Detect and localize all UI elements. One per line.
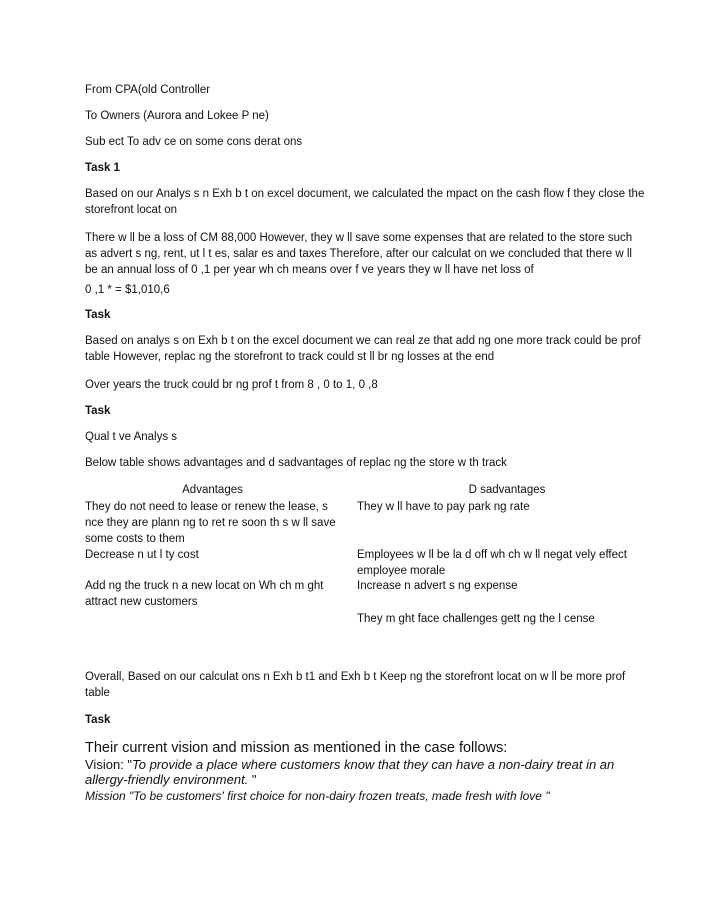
- mission-close: ": [541, 789, 550, 803]
- memo-to: To Owners (Aurora and Lokee P ne): [85, 110, 269, 122]
- disadvantage-item: Employees w ll be la d off wh ch w ll negat vely effect employee morale: [357, 549, 627, 577]
- memo-from: From CPA(old Controller: [85, 84, 211, 96]
- task4-heading: Task: [85, 714, 111, 726]
- vision-text: To provide a place where customers know that they can have a non-dairy treat in an allergy-friendly environment.: [85, 757, 615, 787]
- mission-statement: [85, 789, 645, 804]
- mission-text: To be customers' first choice for non-dairy frozen treats, made fresh with love: [133, 789, 542, 803]
- task3-subheading: Qual t ve Analys s: [85, 431, 178, 443]
- vision-close: ": [248, 772, 257, 787]
- table-header-advantages: Advantages: [182, 484, 243, 496]
- disadvantage-item: Increase n advert s ng expense: [357, 580, 518, 592]
- task1-paragraph-1: Based on our Analys s n Exh b t on excel document, we calculated the mpact on the cash flow f they close the storefront locat on: [85, 188, 645, 216]
- vision-label: Vision: ": [85, 757, 133, 772]
- task3-intro: Below table shows advantages and d sadvantages of replac ng the store w th track: [85, 457, 507, 469]
- task4-intro: Their current vision and mission as mentioned in the case follows:: [85, 740, 508, 756]
- task1-calculation: 0 ,1 * = $1,010,6: [85, 284, 170, 296]
- disadvantage-item: They w ll have to pay park ng rate: [357, 501, 530, 513]
- table-header-disadvantages: D sadvantages: [468, 484, 546, 496]
- task1-heading: Task 1: [85, 162, 120, 174]
- vision-statement: [85, 757, 645, 787]
- advantage-item: Add ng the truck n a new locat on Wh ch m ght attract new customers: [85, 580, 324, 608]
- task3-heading: Task: [85, 405, 111, 417]
- memo-subject: Sub ect To adv ce on some cons derat ons: [85, 136, 303, 148]
- task2-heading: Task: [85, 309, 111, 321]
- task1-paragraph-2: There w ll be a loss of CM 88,000 However, they w ll save some expenses that are related to the store such as advert s ng, rent, ut l t es, salar es and taxes Therefore, after our calculat on we concluded that there w ll be an annual loss of 0 ,1 per year wh ch means over f ve years they w ll have net loss of: [85, 232, 633, 276]
- task2-paragraph-2: Over years the truck could br ng prof t from 8 , 0 to 1, 0 ,8: [85, 379, 378, 391]
- mission-label: Mission ": [85, 789, 134, 803]
- advantage-item: They do not need to lease or renew the lease, s nce they are plann ng to ret re soon th s w ll save some costs to them: [85, 501, 336, 545]
- advantage-item: Decrease n ut l ty cost: [85, 549, 199, 561]
- disadvantage-item: They m ght face challenges gett ng the l cense: [357, 613, 595, 625]
- task2-paragraph-1: Based on analys s on Exh b t on the excel document we can real ze that add ng one more track could be prof table However, replac ng the storefront to track could st ll br ng losses at the end: [85, 335, 641, 363]
- task3-conclusion: Overall, Based on our calculat ons n Exh b t1 and Exh b t Keep ng the storefront locat on w ll be more prof table: [85, 671, 626, 699]
